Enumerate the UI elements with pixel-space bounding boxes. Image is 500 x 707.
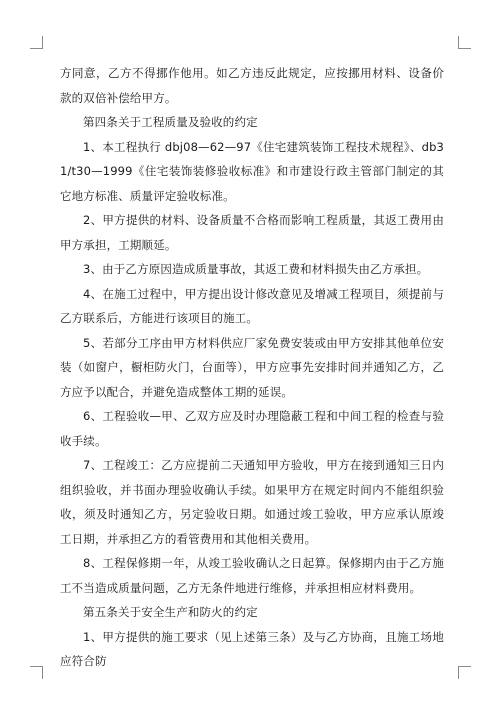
paragraph-clause-4-2: 2、甲方提供的材料、设备质量不合格而影响工程质量，其返工费用由甲方承担，工期顺延。: [60, 213, 444, 252]
paragraph-clause-4-5: 5、若部分工序由甲方材料供应厂家免费安装或由甲方安排其他单位安装（如窗户，橱柜防火门，台面等），甲方应事先安排时间并通知乙方，乙方应予以配合，并避免造成整体工期的延误。: [60, 335, 444, 399]
paragraph-clause-4-3: 3、由于乙方原因造成质量事故，其返工费和材料损失由乙方承担。: [83, 262, 429, 276]
paragraph-clause-4-1: 1、本工程执行 dbj08—62—97《住宅建筑装饰工程技术规程》、db31/t30—1999《住宅装饰装修验收标准》和市建设行政主管部门制定的其它地方标准、质量评定验收标准。: [60, 139, 444, 203]
crop-mark-bottom-right: [458, 666, 471, 679]
crop-mark-top-left: [30, 36, 43, 49]
crop-mark-bottom-left: [30, 666, 43, 679]
paragraph-clause-4-6: 6、工程验收—甲、乙双方应及时办理隐蔽工程和中间工程的检查与验收手续。: [60, 409, 444, 448]
document-body: [60, 61, 444, 674]
paragraph-continuation: 方同意，乙方不得挪作他用。如乙方违反此规定，应按挪用材料、设备价款的双倍补偿给甲方。: [60, 66, 444, 105]
paragraph-clause-4-8: 8、工程保修期一年，从竣工验收确认之日起算。保修期内由于乙方施工不当造成质量问题，乙方无条件地进行维修，并承担相应材料费用。: [60, 556, 444, 595]
paragraph-clause-4-4: 4、在施工过程中，甲方提出设计修改意见及增减工程项目，须提前与乙方联系后，方能进行该项目的施工。: [60, 286, 444, 325]
paragraph-clause-5-1: 1、甲方提供的施工要求（见上述第三条）及与乙方协商，且施工场地应符合防: [60, 629, 444, 668]
section-heading-article-5: 第五条关于安全生产和防火的约定: [83, 605, 258, 619]
section-heading-article-4: 第四条关于工程质量及验收的约定: [83, 115, 258, 129]
paragraph-clause-4-7: 7、工程竣工：乙方应提前二天通知甲方验收，甲方在接到通知三日内组织验收，并书面办理验收确认手续。如果甲方在规定时间内不能组织验收，须及时通知乙方，另定验收日期。如通过竣工验收，甲方应承认原竣工日期，并承担乙方的看管费用和其他相关费用。: [60, 458, 444, 546]
crop-mark-top-right: [458, 36, 471, 49]
